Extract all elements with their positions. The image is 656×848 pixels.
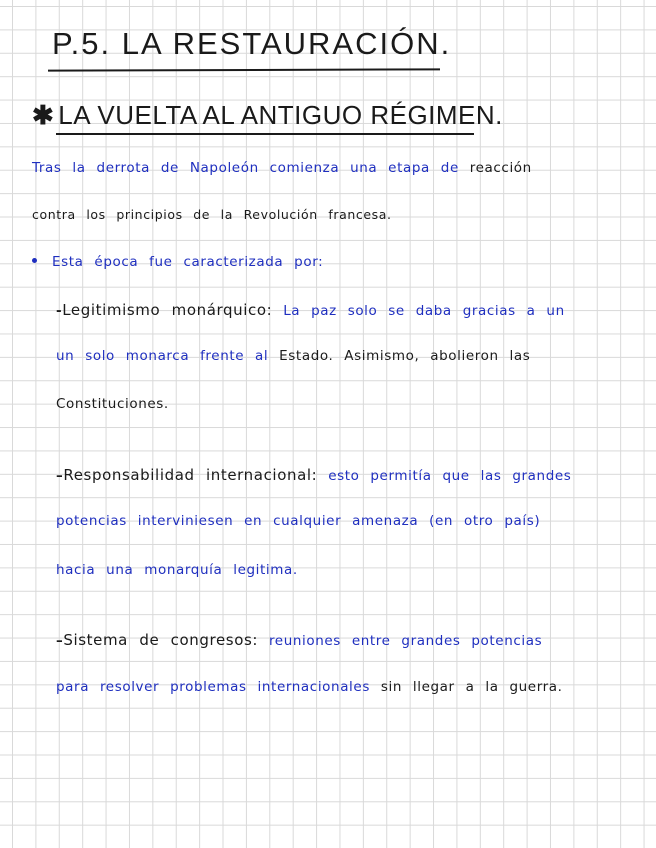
item-1-line-3: Constituciones. — [56, 396, 169, 412]
item-3-line-1 — [56, 631, 542, 649]
item-3-text-2-blue: para resolver problemas internacionales — [56, 679, 370, 695]
item-1-term: Legitimismo monárquico: — [62, 301, 273, 319]
item-3-text-2-black: sin llegar a la guerra. — [380, 679, 563, 695]
item-2-text-1: esto permitía que las grandes — [328, 468, 572, 484]
bullet-text: Esta época fue caracterizada por: — [52, 254, 324, 270]
intro-line-1-text: Tras la derrota de Napoleón comienza una etapa de — [32, 160, 459, 176]
item-2-term: Responsabilidad internacional: — [63, 466, 318, 484]
item-3-text-1: reuniones entre grandes potencias — [268, 633, 543, 649]
section-heading-underline — [56, 133, 474, 135]
section-heading — [32, 100, 503, 131]
intro-line-2: contra los principios de la Revolución francesa. — [32, 207, 392, 222]
title-underline — [48, 68, 440, 71]
item-2-line-1 — [56, 466, 571, 484]
bullet-dot-icon — [32, 258, 37, 263]
item-3-term: Sistema de congresos: — [63, 631, 259, 649]
item-1-text-2-blue: un solo monarca frente al — [56, 348, 269, 364]
item-2-line-3: hacia una monarquía legitima. — [56, 562, 298, 578]
dash-marker: - — [56, 303, 63, 319]
section-heading-text: LA VUELTA AL ANTIGUO RÉGIMEN. — [58, 100, 503, 130]
dash-marker: – — [56, 468, 64, 484]
item-1-text-1: La paz solo se daba gracias a un — [283, 303, 565, 319]
item-3-line-2 — [56, 679, 563, 695]
intro-line-1 — [32, 160, 532, 176]
page-title: P.5. LA RESTAURACIÓN. — [52, 26, 452, 61]
intro-line-1-end: reacción — [469, 160, 532, 176]
item-1-text-2-black: Estado. Asimismo, abolieron las — [279, 348, 531, 364]
item-1-line-1 — [56, 301, 565, 319]
dash-marker: – — [56, 633, 64, 649]
asterisk-icon: ✱ — [32, 100, 55, 130]
item-1-line-2 — [56, 348, 530, 364]
item-2-line-2: potencias interviniesen en cualquier amenaza (en otro país) — [56, 513, 541, 529]
